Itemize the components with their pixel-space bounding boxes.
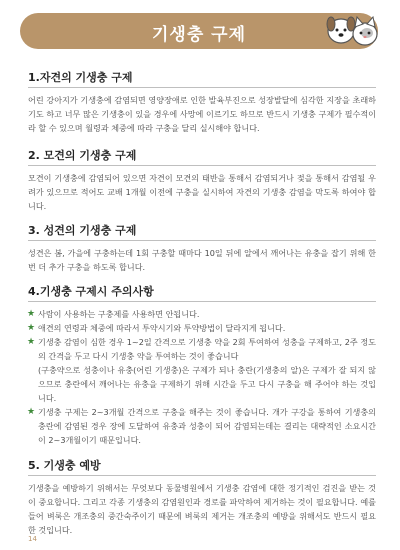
list-item-text: 사람이 사용하는 구충제를 사용하면 안됩니다. [38, 309, 200, 319]
section-body: 모견이 기생충에 감염되어 있으면 자견이 모견의 태반을 통해서 감염되거나 젖을 통해서 감염될 우려가 있으므로 적어도 교배 1개월 이전에 구충을 실시하여 자견의 기생충 감염을 막도록 하여야 합니다. [28, 173, 376, 211]
section-body: 어린 강아지가 기생충에 감염되면 영양장애로 인한 발육부진으로 성장발달에 심각한 지장을 초래하기도 하고 너무 많은 기생충이 있을 경우에 사망에 이르기도 하므로 반드시 기생충 구제가 필수적이라 할 수 있으며 월령과 체중에 따라 구충을 달리 실시해야 합니다. [28, 95, 376, 133]
list-item [28, 405, 376, 447]
list-item-note: (구충약으로 성충이나 유충(어린 기생충)은 구제가 되나 충란(기생충의 알)은 구제가 잘 되지 않으므로 충란에서 깨어나는 유충을 구제하기 위해 시간을 두고 다시 구충을 해 주어야 하는 것입니다. [38, 365, 376, 403]
section-heading: 5. 기생충 예방 [28, 459, 101, 472]
section-body: 성견은 봄, 가을에 구충하는데 1회 구충할 때마다 10일 뒤에 알에서 깨어나는 유충을 잡기 위해 한 번 더 추가 구충을 하도록 합니다. [28, 248, 376, 272]
section-puppy [28, 69, 376, 135]
star-icon: ★ [27, 407, 36, 417]
list-item [28, 335, 376, 405]
divider [28, 87, 376, 88]
list-item-text: 기생충 구제는 2~3개월 간격으로 구충을 해주는 것이 좋습니다. 개가 구강을 통하여 기생충의 충란에 감염된 경우 장에 도달하여 유충과 성충이 되어 감염되는데는 결리는 대략적인 소요시간이 2~3개월이기 때문입니다. [38, 407, 376, 445]
dog-and-cat-icon [320, 7, 382, 51]
section-heading: 4.기생충 구제시 주의사항 [28, 285, 154, 298]
section-adult-dog [28, 222, 376, 274]
divider [28, 475, 376, 476]
list-item [28, 307, 376, 321]
divider [28, 240, 376, 241]
section-precautions [28, 283, 376, 447]
divider [28, 301, 376, 302]
page-number: 14 [28, 535, 37, 543]
star-icon: ★ [27, 323, 36, 333]
section-heading: 3. 성견의 기생충 구제 [28, 224, 137, 237]
section-prevention [28, 457, 376, 537]
section-mother-dog [28, 147, 376, 213]
page-title: 기생충 구제 [151, 25, 247, 45]
list-item-text: 애견의 연령과 체중에 따라서 투약시기와 투약방법이 달라지게 됩니다. [38, 323, 286, 333]
list-item [28, 321, 376, 335]
list-item-text: 기생충 감염이 심한 경우 1~2일 간격으로 기생충 약을 2회 투여하여 성충을 구제하고, 2주 정도의 간격을 두고 다시 기생충 약을 투여하는 것이 좋습니다 [38, 337, 376, 361]
section-heading: 1.자견의 기생충 구제 [28, 71, 133, 84]
star-icon: ★ [27, 309, 36, 319]
star-icon: ★ [27, 337, 36, 347]
divider [28, 165, 376, 166]
section-heading: 2. 모견의 기생충 구제 [28, 149, 137, 162]
section-body: 기생충을 예방하기 위해서는 무엇보다 동물병원에서 기생충 감염에 대한 정기적인 검진을 받는 것이 중요합니다. 그리고 각종 기생충의 감염원인과 경로를 파악하여 제거하는 것이 필요합니다. 예를 들어 벼룩은 개조충의 중간숙주이기 때문에 벼룩의 제거는 개조충의 예방을 위해서도 반드시 필요한 것입니다. [28, 483, 376, 535]
title-banner [20, 13, 378, 49]
precautions-list [28, 307, 376, 447]
